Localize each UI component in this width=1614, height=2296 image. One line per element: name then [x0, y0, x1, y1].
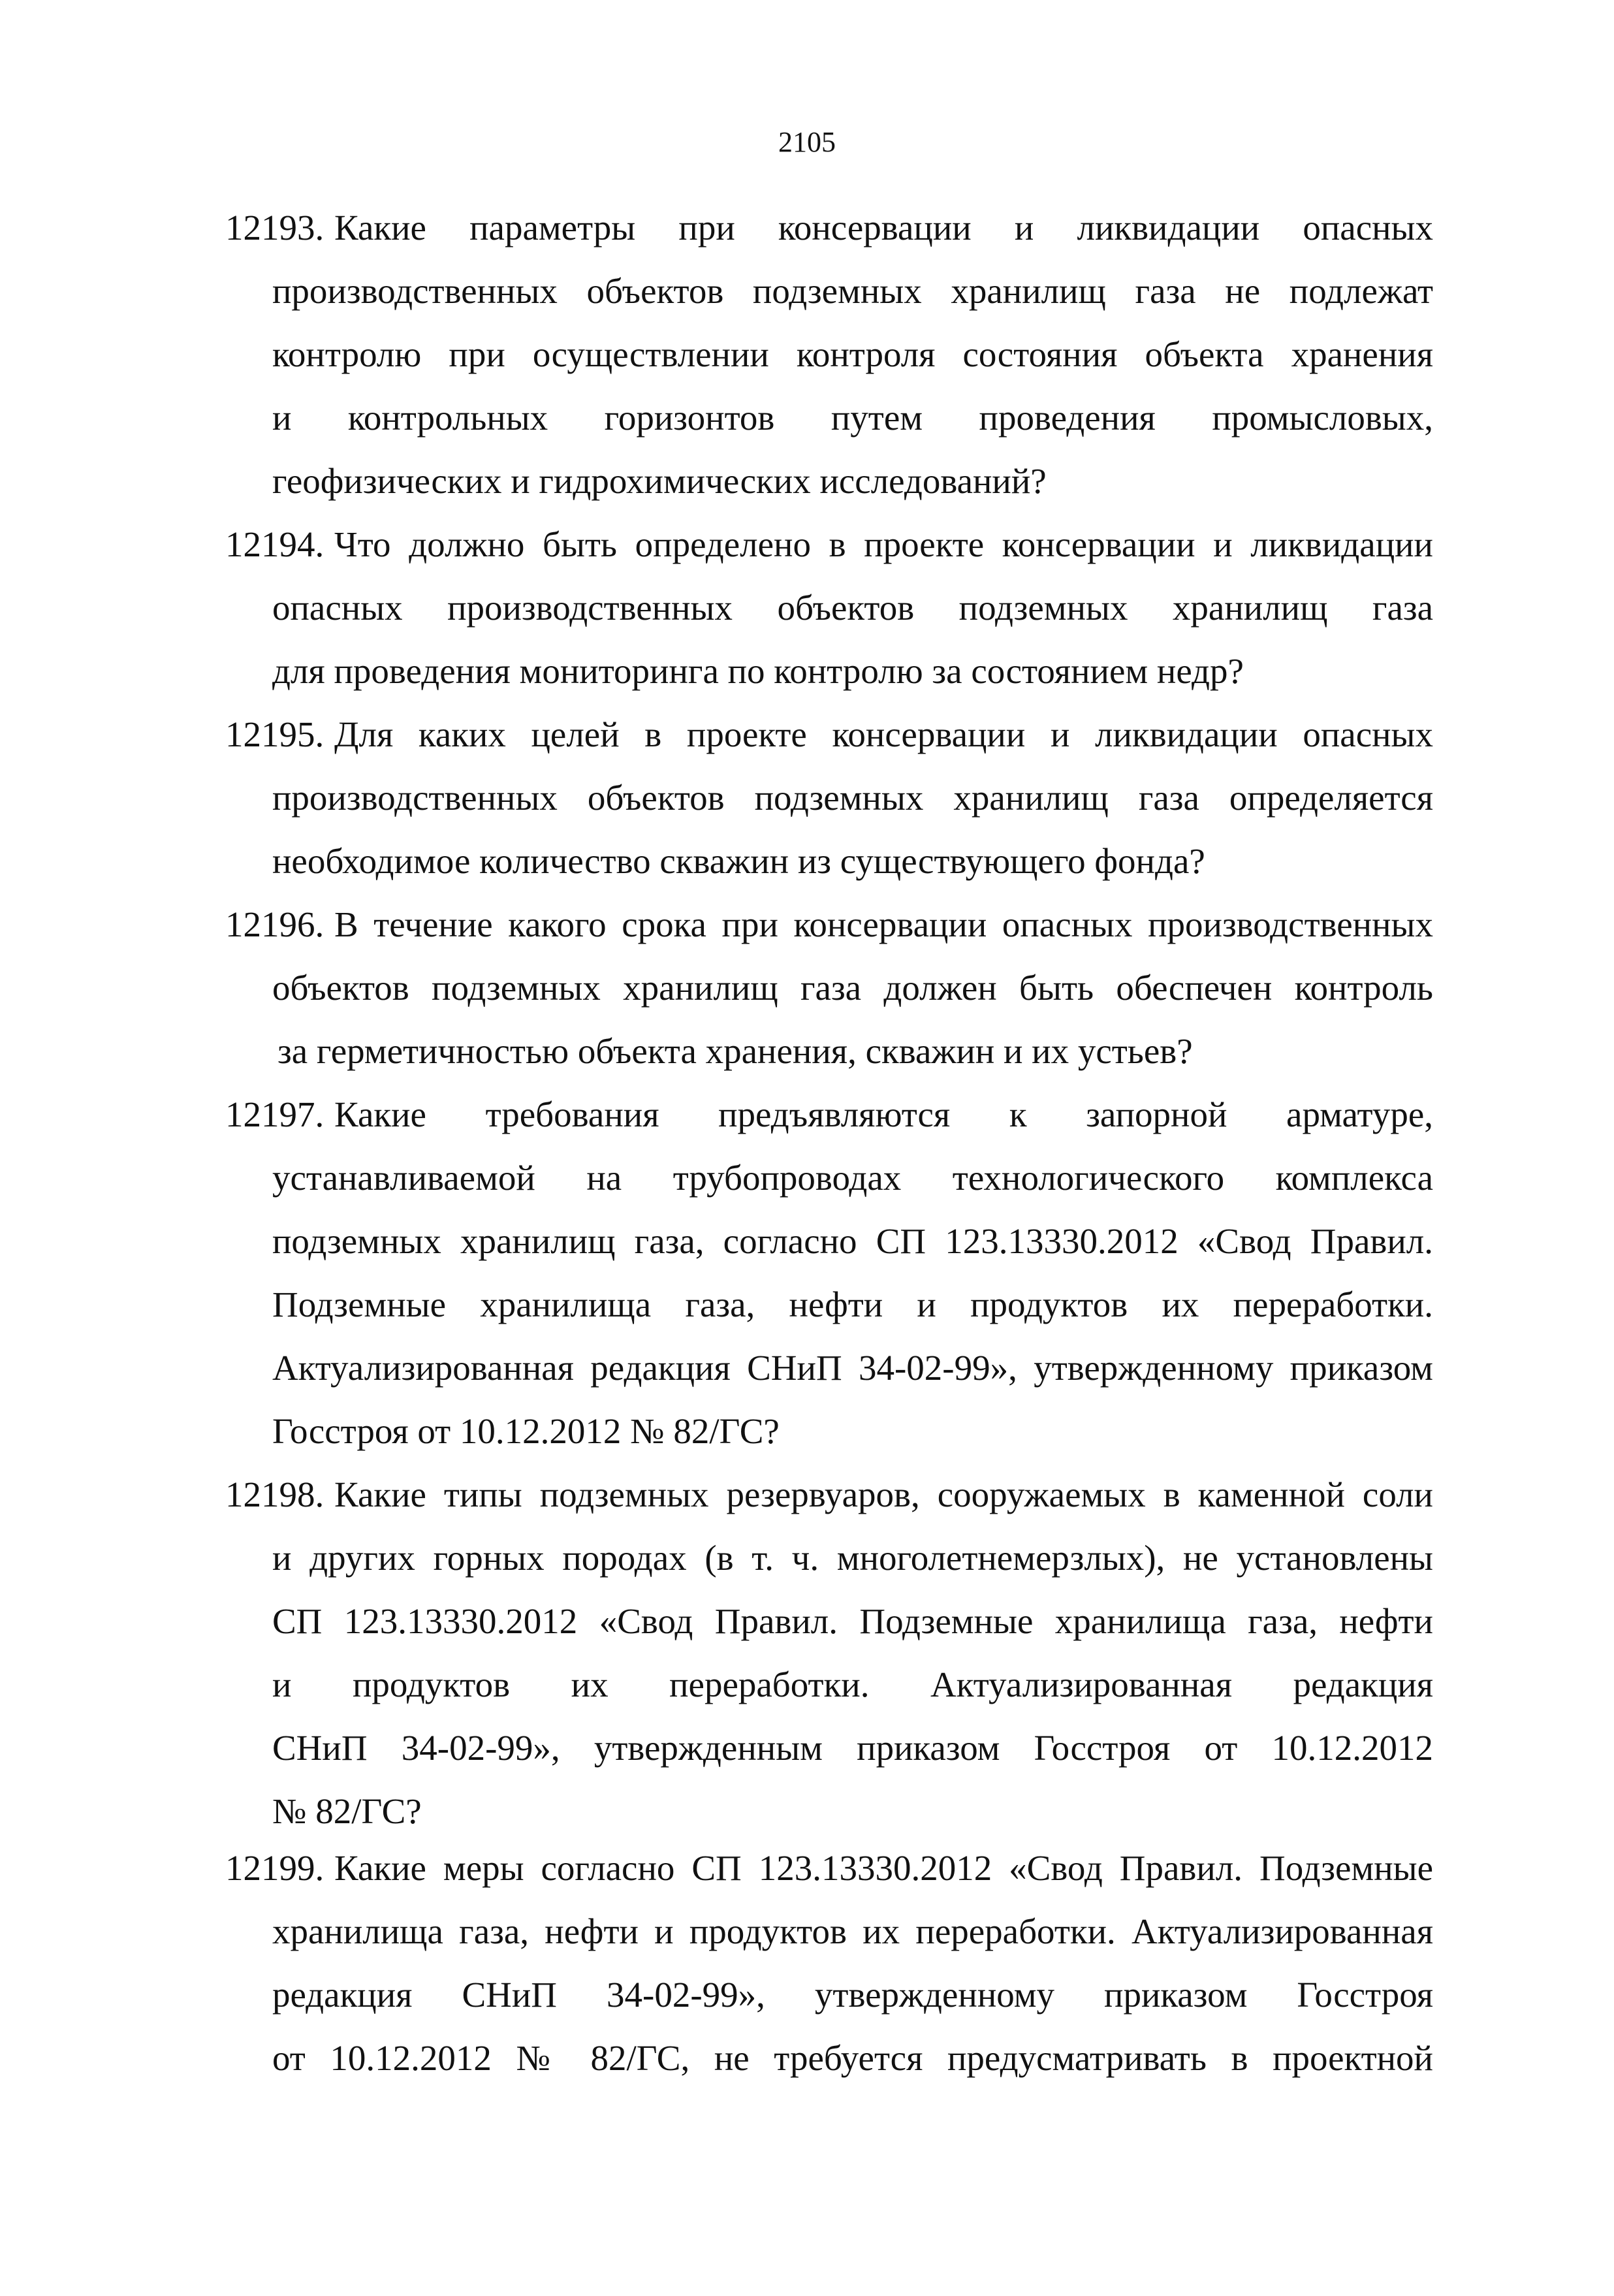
question-text-line: Актуализированная редакция СНиП 34-02-99», утвержденному приказом [272, 1348, 1433, 1388]
question-text-line: контролю при осуществлении контроля состояния объекта хранения [272, 334, 1433, 374]
question-12193 [225, 196, 1433, 513]
question-text-line: Какие параметры при консервации и ликвидации опасных [334, 208, 1433, 247]
question-text-line: производственных объектов подземных хранилищ газа определяется [272, 778, 1433, 818]
question-text-line: Подземные хранилища газа, нефти и продуктов их переработки. [272, 1284, 1433, 1324]
question-number: 12195. [225, 714, 324, 754]
question-12198 [225, 1463, 1433, 1843]
question-text-line: СП 123.13330.2012 «Свод Правил. Подземные хранилища газа, нефти [272, 1601, 1433, 1641]
question-text-line: от 10.12.2012 № 82/ГС, не требуется предусматривать в проектной [272, 2038, 1433, 2078]
question-text-line: редакция СНиП 34-02-99», утвержденному приказом Госстроя [272, 1975, 1433, 2015]
question-text-line: и продуктов их переработки. Актуализированная редакция [272, 1665, 1433, 1704]
question-text-line: Для каких целей в проекте консервации и ликвидации опасных [334, 714, 1433, 754]
question-text-line: опасных производственных объектов подземных хранилищ газа [272, 588, 1433, 628]
question-text-line: В течение какого срока при консервации опасных производственных [334, 904, 1433, 944]
question-text-line: Что должно быть определено в проекте консервации и ликвидации [334, 524, 1433, 564]
question-number: 12199. [225, 1848, 324, 1888]
question-12196 [225, 893, 1433, 1083]
question-text-line: хранилища газа, нефти и продуктов их переработки. Актуализированная [272, 1911, 1433, 1951]
question-text-line: за герметичностью объекта хранения, скважин и их устьев? [277, 1031, 1193, 1071]
question-number: 12198. [225, 1475, 324, 1514]
question-number: 12193. [225, 208, 324, 247]
question-number: 12194. [225, 524, 324, 564]
question-12199 [225, 1836, 1433, 2090]
question-text-line: необходимое количество скважин из существующего фонда? [272, 841, 1205, 881]
question-text-line: СНиП 34-02-99», утвержденным приказом Госстроя от 10.12.2012 [272, 1728, 1433, 1768]
question-text-line: Какие меры согласно СП 123.13330.2012 «Свод Правил. Подземные [334, 1848, 1433, 1888]
question-text-line: Какие требования предъявляются к запорной арматуре, [334, 1094, 1433, 1134]
question-text-line: и других горных породах (в т. ч. многолетнемерзлых), не установлены [272, 1538, 1433, 1578]
question-text-line: № 82/ГС? [272, 1791, 422, 1831]
question-text-line: геофизических и гидрохимических исследований? [272, 461, 1047, 501]
question-12197 [225, 1083, 1433, 1463]
page-number: 2105 [778, 126, 836, 158]
question-text-line: Госстроя от 10.12.2012 № 82/ГС? [272, 1411, 780, 1451]
question-12194 [225, 513, 1433, 703]
question-number: 12197. [225, 1094, 324, 1134]
question-12195 [225, 703, 1433, 893]
question-text-line: подземных хранилищ газа, согласно СП 123.13330.2012 «Свод Правил. [272, 1221, 1433, 1261]
question-text-line: устанавливаемой на трубопроводах технологического комплекса [272, 1158, 1433, 1198]
question-text-line: и контрольных горизонтов путем проведения промысловых, [272, 398, 1433, 438]
question-text-line: объектов подземных хранилищ газа должен быть обеспечен контроль [272, 968, 1433, 1008]
question-text-line: Какие типы подземных резервуаров, сооружаемых в каменной соли [334, 1475, 1433, 1514]
question-text-line: для проведения мониторинга по контролю за состоянием недр? [272, 651, 1244, 691]
question-text-line: производственных объектов подземных хранилищ газа не подлежат [272, 271, 1433, 311]
question-number: 12196. [225, 904, 324, 944]
